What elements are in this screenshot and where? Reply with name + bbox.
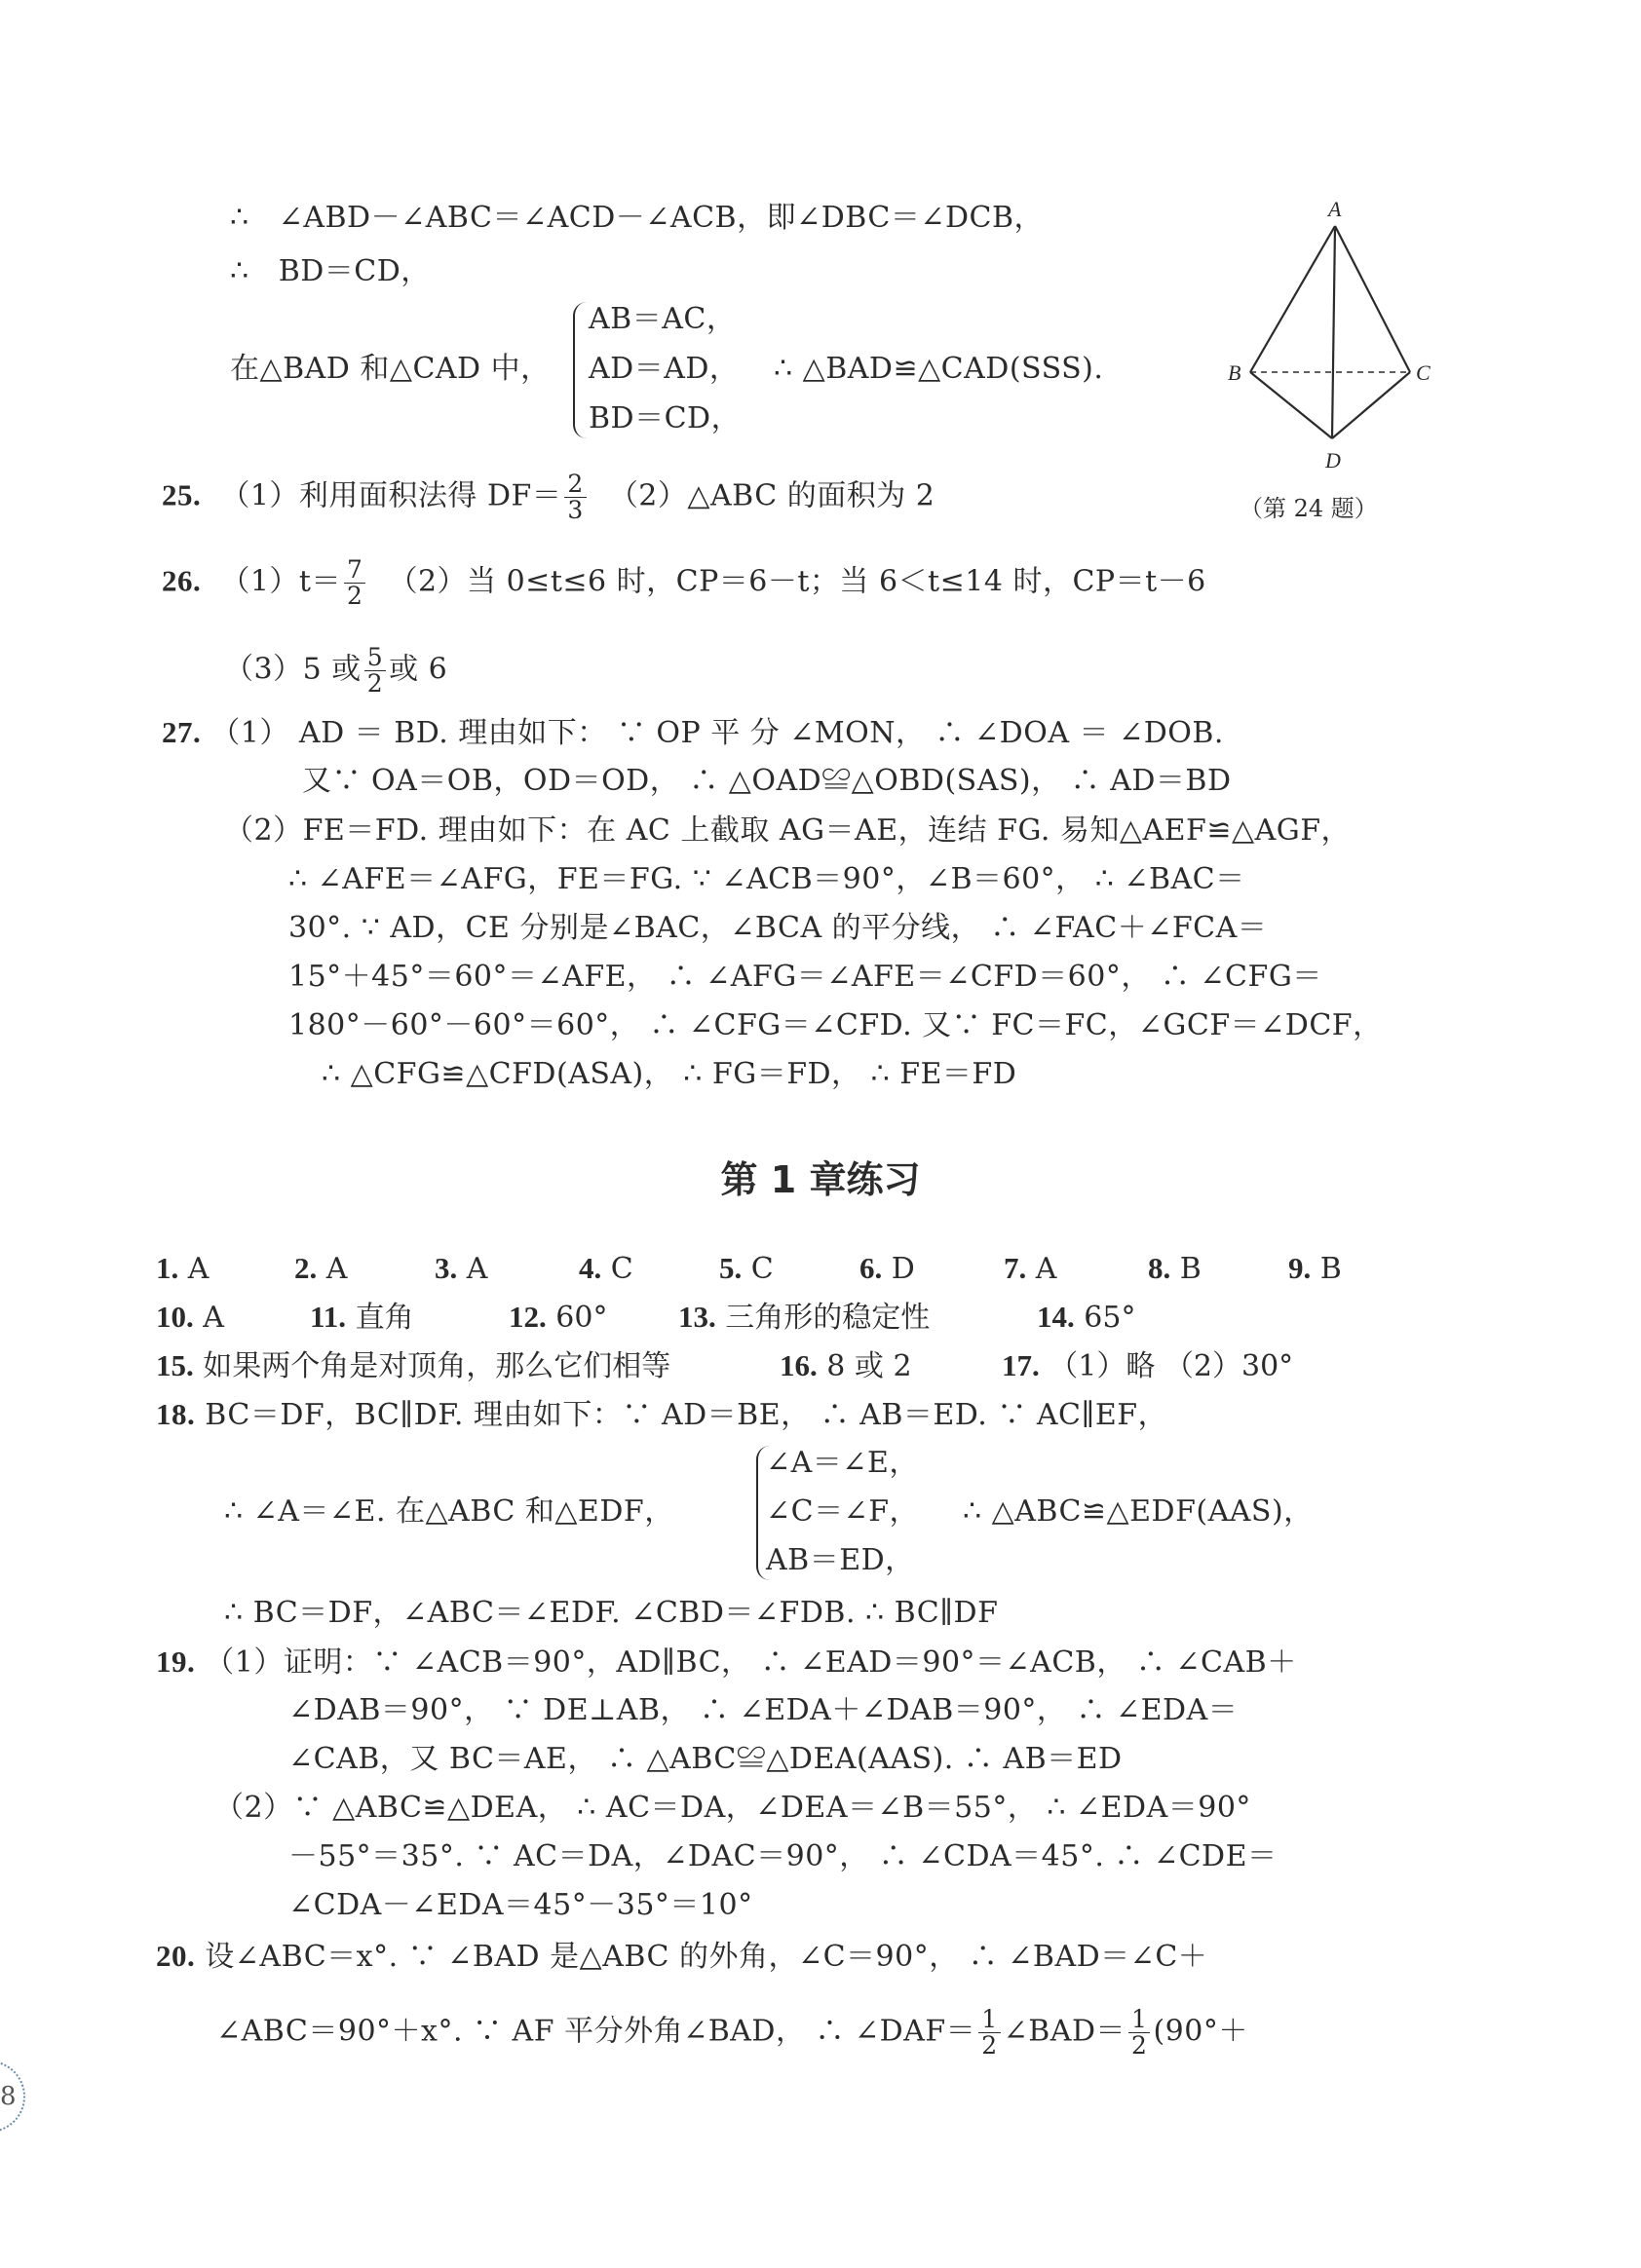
answer-2: 2. A [294,1251,348,1286]
edge-ab [1250,226,1335,372]
problem-18-line2-conclusion: ∴ △ABC≌△EDF(AAS)， [963,1494,1314,1529]
edge-ad [1332,226,1335,438]
answer-4: 4. C [579,1251,633,1286]
answer-12: 12. 60° [509,1300,608,1335]
answer-13: 13. 三角形的稳定性 [678,1300,931,1335]
answer-9: 9. B [1288,1251,1342,1286]
problem-27-line2: 又∵ OA＝OB，OD＝OD， ∴ △OAD≌△OBD(SAS)， ∴ AD＝BD [302,764,1232,798]
answer-11: 11. 直角 [310,1300,414,1335]
answer-15: 15. 如果两个角是对顶角，那么它们相等 [156,1348,671,1383]
answer-6: 6. D [859,1251,915,1286]
problem-27-number: 27. [162,715,202,749]
fraction-2-3: $\frac{2}{3}$ [564,472,586,523]
label-c: C [1416,360,1431,385]
fraction-7-2: $\frac{7}{2}$ [344,557,365,609]
problem-18-number: 18. [156,1397,196,1431]
label-a: A [1328,197,1342,221]
answer-14: 14. 65° [1037,1300,1136,1335]
problem-19-line2: ∠DAB＝90°， ∵ DE⊥AB， ∴ ∠EDA＋∠DAB＝90°， ∴ ∠EDA＝ [288,1693,1239,1727]
p24-sys-3: BD＝CD， [589,401,742,435]
problem-18-line1: 18. BC＝DF，BC∥DF. 理由如下：∵ AD＝BE， ∴ AB＝ED. ∵ AC∥EF， [156,1397,1168,1432]
edge-bd [1250,372,1332,438]
problem-27-line4: ∴ ∠AFE＝∠AFG，FE＝FG. ∵ ∠ACB＝90°，∠B＝60°， ∴ ∠BAC＝ [288,862,1245,896]
figure-24-caption: （第 24 题） [1240,495,1378,522]
p24-brace [573,302,587,438]
problem-19-line6: ∠CDA－∠EDA＝45°－35°＝10° [288,1888,753,1922]
answer-16: 16. 8 或 2 [780,1348,912,1383]
problem-20-line2: ∠ABC＝90°＋x°. ∵ AF 平分外角∠BAD， ∴ ∠DAF＝ $\frac{1}{2}$ ∠BAD＝ $\frac{1}{2}$ (90°＋ [216,2005,1248,2060]
chapter-heading: 第 1 章练习 [720,1158,921,1201]
answer-3: 3. A [435,1251,488,1286]
problem-27-line5: 30°. ∵ AD，CE 分别是∠BAC，∠BCA 的平分线， ∴ ∠FAC＋∠FCA＝ [288,911,1268,945]
problem-25-number: 25. [162,477,202,512]
problem-20-line1: 20. 设∠ABC＝x°. ∵ ∠BAD 是△ABC 的外角，∠C＝90°， ∴ ∠BAD＝∠C＋ [156,1939,1208,1974]
problem-27-line3: （2）FE＝FD. 理由如下：在 AC 上截取 AG＝AE，连结 FG. 易知△AEF≌△AGF， [224,813,1352,848]
answer-7: 7. A [1004,1251,1057,1286]
p18-sys-1: ∠A＝∠E， [766,1446,919,1480]
p24-line1: ∴ ∠ABD－∠ABC＝∠ACD－∠ACB，即∠DBC＝∠DCB， [230,201,1045,235]
fraction-1-2-a: $\frac{1}{2}$ [978,2007,1000,2059]
problem-27-line7: 180°－60°－60°＝60°， ∴ ∠CFG＝∠CFD. 又∵ FC＝FC，∠GCF＝∠DCF， [288,1008,1383,1042]
problem-26-number: 26. [162,563,202,598]
problem-19-number: 19. [156,1644,196,1679]
answer-17: 17. （1）略 （2）30° [1002,1348,1294,1383]
problem-19-line1: 19. （1）证明：∵ ∠ACB＝90°，AD∥BC， ∴ ∠EAD＝90°＝∠ACB， ∴ ∠CAB＋ [156,1644,1297,1680]
p24-sys-1: AB＝AC， [589,302,737,336]
fraction-5-2: $\frac{5}{2}$ [364,645,386,697]
p24-sys-2: AD＝AD， [589,352,740,386]
p24-line3-prefix: 在△BAD 和△CAD 中， [230,352,551,386]
p18-sys-3: AB＝ED， [766,1543,915,1577]
p24-line3-conclusion: ∴ △BAD≌△CAD(SSS). [774,352,1104,386]
problem-26-line1: 26. （1）t＝ $\frac{7}{2}$ （2）当 0≤t≤6 时，CP＝6－t；当 6＜t≤14 时，CP＝t－6 [162,555,1206,610]
answer-1: 1. A [156,1251,210,1286]
problem-27-line8: ∴ △CFG≌△CFD(ASA)， ∴ FG＝FD， ∴ FE＝FD [322,1057,1017,1091]
answer-10: 10. A [156,1300,224,1335]
problem-18-line2-prefix: ∴ ∠A＝∠E. 在△ABC 和△EDF， [224,1494,674,1529]
problem-27-line1: 27. （1） AD ＝ BD. 理由如下： ∵ OP 平 分 ∠MON， ∴ ∠DOA ＝ ∠DOB. [162,715,1224,750]
page-number: 8 [0,2082,17,2111]
problem-19-line3: ∠CAB，又 BC＝AE， ∴ △ABC≌△DEA(AAS). ∴ AB＝ED [288,1742,1123,1776]
problem-19-line4: （2）∵ △ABC≌△DEA， ∴ AC＝DA，∠DEA＝∠B＝55°， ∴ ∠EDA＝90° [214,1791,1251,1825]
problem-19-line5: －55°＝35°. ∵ AC＝DA，∠DAC＝90°， ∴ ∠CDA＝45°. ∴ ∠CDE＝ [288,1839,1278,1873]
fraction-1-2-b: $\frac{1}{2}$ [1128,2007,1150,2059]
edge-cd [1332,372,1410,438]
answer-8: 8. B [1148,1251,1202,1286]
label-b: B [1228,360,1241,385]
p18-sys-2: ∠C＝∠F， [766,1494,920,1529]
problem-25: 25. （1）利用面积法得 DF＝ $\frac{2}{3}$ （2）△ABC 的面积为 2 [162,470,935,524]
p24-line2: ∴ BD＝CD， [230,254,431,288]
answer-5: 5. C [719,1251,774,1286]
figure-24 [1228,195,1452,526]
problem-20-number: 20. [156,1939,196,1973]
problem-26-line2: （3）5 或 $\frac{5}{2}$ 或 6 [224,643,448,698]
problem-18-line3: ∴ BC＝DF，∠ABC＝∠EDF. ∠CBD＝∠FDB. ∴ BC∥DF [224,1596,999,1630]
edge-ac [1335,226,1410,372]
label-d: D [1325,448,1341,472]
problem-27-line6: 15°＋45°＝60°＝∠AFE， ∴ ∠AFG＝∠AFE＝∠CFD＝60°， ∴ ∠CFG＝ [288,960,1322,994]
